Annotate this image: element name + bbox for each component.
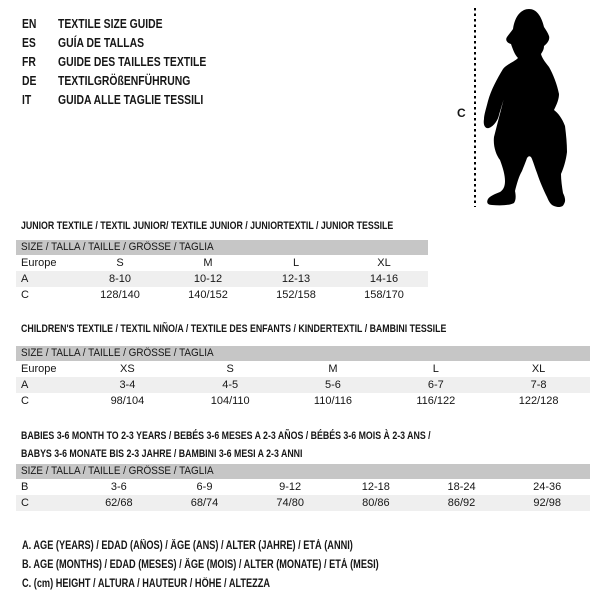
- height-label: C: [457, 106, 466, 120]
- language-title: GUIDE DES TAILLES TEXTILE: [58, 54, 207, 69]
- section-heading-text: JUNIOR TEXTILE / TEXTIL JUNIOR/ TEXTILE JUNIOR / JUNIORTEXTIL / JUNIOR TESSILE: [21, 220, 394, 232]
- language-row: [22, 52, 206, 71]
- language-code: ES: [22, 35, 36, 50]
- size-header-bar: [16, 240, 428, 255]
- size-cell: 110/116: [313, 395, 353, 407]
- size-cell: 14-16: [369, 273, 399, 285]
- size-cell: 92/98: [533, 497, 561, 509]
- size-cell: 3-6: [110, 481, 127, 493]
- row-label: C: [21, 395, 29, 407]
- footnote: A. AGE (YEARS) / EDAD (AÑOS) / ÂGE (ANS) / ALTER (JAHRE) / ETÀ (ANNI): [22, 540, 353, 552]
- size-cell: 140/152: [188, 289, 228, 301]
- size-cell: 12-18: [361, 481, 390, 493]
- size-cell: L: [432, 363, 439, 375]
- footnote: B. AGE (MONTHS) / EDAD (MESES) / ÂGE (MOIS) / ALTER (MONATE) / ETÀ (MESI): [22, 559, 379, 571]
- table-row: [16, 255, 428, 271]
- size-cell: 116/122: [416, 395, 456, 407]
- section-heading: [16, 445, 590, 463]
- size-cell: 80/86: [362, 497, 390, 509]
- size-header-label: SIZE / TALLA / TAILLE / GRÖSSE / TAGLIA: [21, 241, 214, 253]
- language-row: [22, 14, 206, 33]
- size-cell: 6-7: [427, 379, 444, 391]
- row-label: C: [21, 289, 29, 301]
- row-label: C: [21, 497, 29, 509]
- height-dashed-line: [474, 8, 476, 207]
- size-cell: 12-13: [281, 273, 311, 285]
- language-title: TEXTILGRÖßENFÜHRUNG: [58, 73, 191, 88]
- size-cell: 18-24: [447, 481, 476, 493]
- size-cell: S: [116, 257, 124, 269]
- section-heading: [16, 427, 590, 445]
- row-label: A: [21, 379, 29, 391]
- size-cell: 6-9: [196, 481, 213, 493]
- language-row: [22, 71, 206, 90]
- table-row: [16, 495, 590, 511]
- size-cell: 9-12: [279, 481, 302, 493]
- row-label: A: [21, 273, 29, 285]
- footnote: C. (cm) HEIGHT / ALTURA / HAUTEUR / HÖHE / ALTEZZA: [22, 578, 271, 590]
- size-cell: 10-12: [193, 273, 223, 285]
- table-row: [16, 361, 590, 377]
- section-heading: [16, 219, 428, 233]
- childrens-textile-table: [16, 322, 590, 409]
- size-cell: 7-8: [530, 379, 547, 391]
- language-code: IT: [22, 92, 32, 107]
- junior-textile-table: [16, 219, 428, 303]
- language-code: DE: [22, 73, 37, 88]
- section-heading: [16, 322, 590, 336]
- size-cell: M: [203, 257, 213, 269]
- row-label: Europe: [21, 363, 57, 375]
- size-header-bar: [16, 346, 590, 361]
- size-cell: XL: [531, 363, 546, 375]
- language-code: EN: [22, 16, 37, 31]
- footnote-list: [22, 537, 468, 594]
- toddler-silhouette-icon: [478, 5, 572, 207]
- size-cell: S: [226, 363, 234, 375]
- language-row: [22, 33, 206, 52]
- size-cell: 74/80: [276, 497, 304, 509]
- language-code: FR: [22, 54, 36, 69]
- size-cell: 152/158: [276, 289, 316, 301]
- table-row: [16, 271, 428, 287]
- section-heading-text: BABIES 3-6 MONTH TO 2-3 YEARS / BEBÉS 3-6 MESES A 2-3 AÑOS / BÉBÉS 3-6 MOIS À 2-3 ANS /: [21, 430, 431, 442]
- size-cell: 8-10: [108, 273, 132, 285]
- section-heading-text: BABYS 3-6 MONATE BIS 2-3 JAHRE / BAMBINI 3-6 MESI A 2-3 ANNI: [21, 448, 303, 460]
- table-row: [16, 287, 428, 303]
- table-row: [16, 393, 590, 409]
- section-heading-text: CHILDREN'S TEXTILE / TEXTIL NIÑO/A / TEXTILE DES ENFANTS / KINDERTEXTIL / BAMBINI TESSILE: [21, 323, 447, 335]
- row-label: B: [21, 481, 29, 493]
- row-label: Europe: [21, 257, 57, 269]
- size-cell: 86/92: [447, 497, 476, 509]
- size-cell: XL: [377, 257, 391, 269]
- table-row: [16, 479, 590, 495]
- language-title: GUIDA ALLE TAGLIE TESSILI: [58, 92, 204, 107]
- size-header-label: SIZE / TALLA / TAILLE / GRÖSSE / TAGLIA: [21, 347, 214, 359]
- size-cell: 62/68: [105, 497, 133, 509]
- size-cell: 24-36: [533, 481, 562, 493]
- size-cell: 128/140: [100, 289, 140, 301]
- size-cell: 5-6: [325, 379, 341, 391]
- language-title: TEXTILE SIZE GUIDE: [58, 16, 163, 31]
- size-cell: 122/128: [518, 395, 559, 407]
- size-cell: XS: [120, 363, 135, 375]
- size-header-label: SIZE / TALLA / TAILLE / GRÖSSE / TAGLIA: [21, 465, 214, 477]
- table-row: [16, 377, 590, 393]
- size-header-bar: [16, 464, 590, 479]
- size-cell: 4-5: [222, 379, 239, 391]
- language-row: [22, 90, 206, 109]
- language-title: GUÍA DE TALLAS: [58, 35, 145, 50]
- size-cell: 104/110: [210, 395, 250, 407]
- size-cell: 68/74: [190, 497, 219, 509]
- language-list: [22, 14, 252, 109]
- size-cell: 98/104: [110, 395, 145, 407]
- size-cell: M: [328, 363, 338, 375]
- size-cell: 3-4: [119, 379, 136, 391]
- babies-textile-table: [16, 427, 590, 511]
- size-cell: 158/170: [364, 289, 404, 301]
- size-cell: L: [292, 257, 300, 269]
